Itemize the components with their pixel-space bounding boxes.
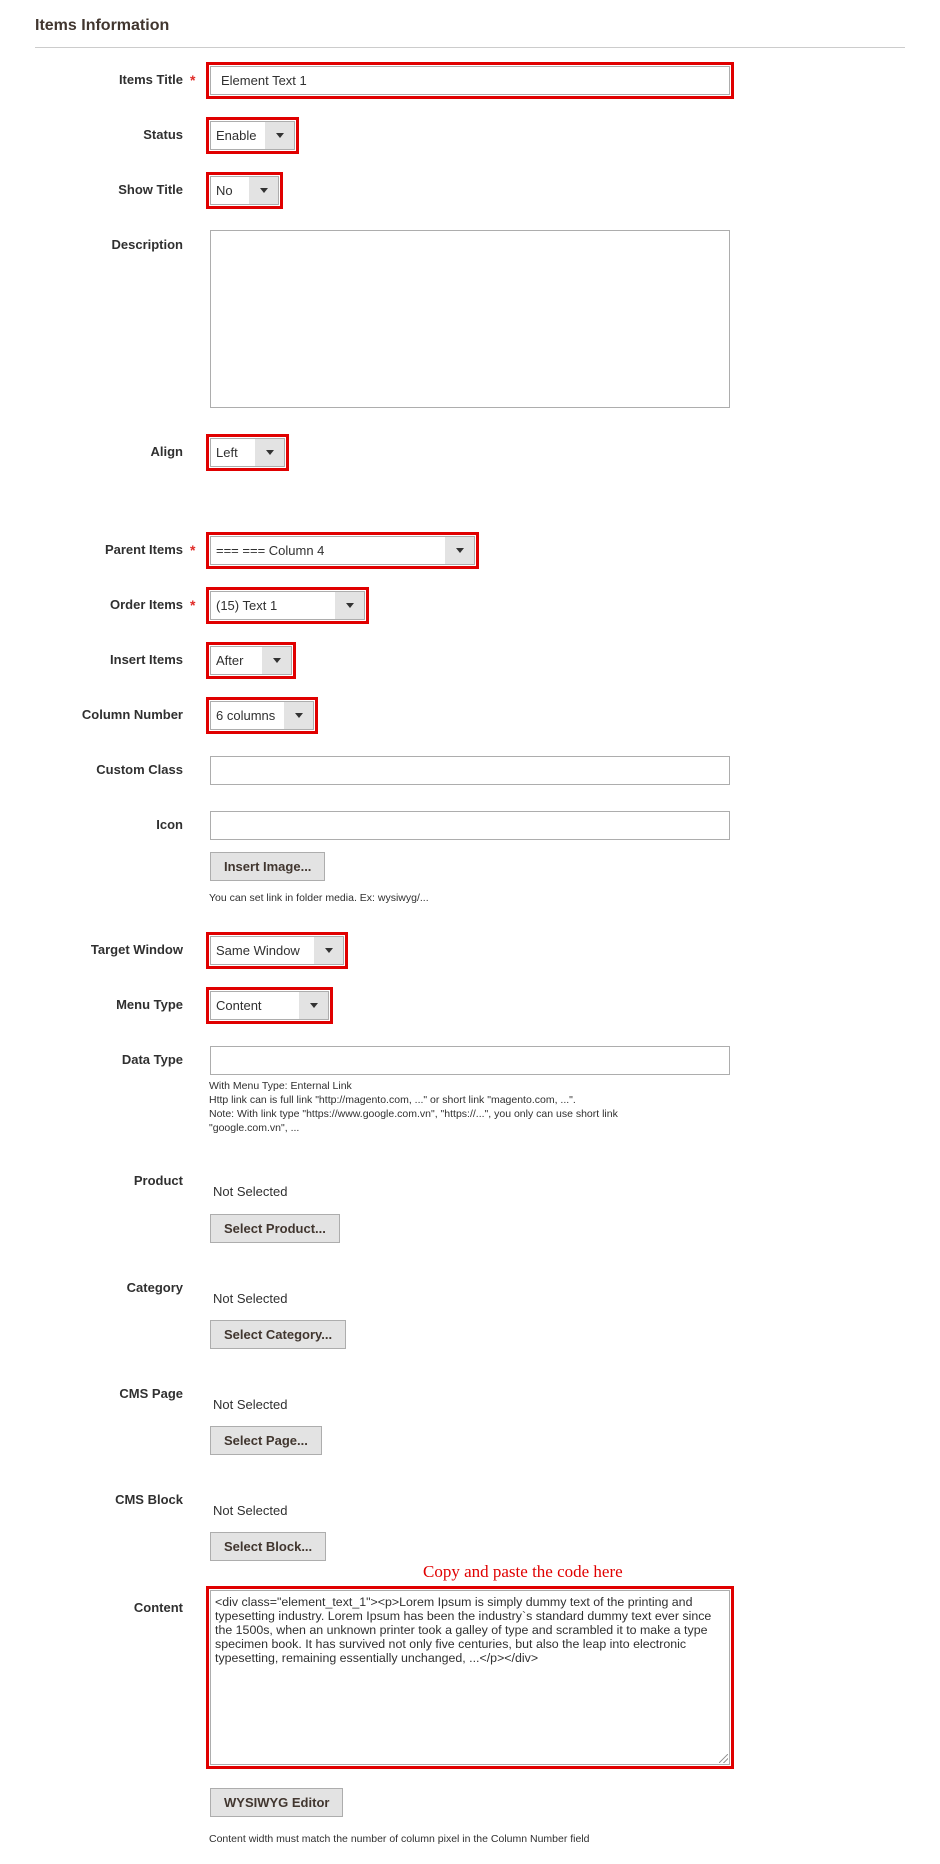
chevron-down-icon (314, 937, 343, 964)
parent-items-label: Parent Items (104, 542, 183, 557)
chevron-down-icon (335, 592, 364, 619)
annotation-text: Copy and paste the code here (423, 1562, 623, 1581)
data-type-help-note (209, 1079, 729, 1135)
parent-items-select[interactable] (210, 536, 475, 565)
help-line: With Menu Type: Enternal Link (209, 1080, 352, 1092)
icon-input[interactable] (210, 811, 730, 840)
icon-label: Icon (156, 817, 183, 832)
required-marker: * (190, 597, 196, 613)
category-label: Category (126, 1280, 183, 1295)
help-line: Note: With link type "https://www.google.com.vn", "https://...", you only can use short link (209, 1108, 618, 1120)
help-line: Http link can is full link "http://magento.com, ..." or short link "magento.com, ...". (209, 1094, 576, 1106)
chevron-down-icon (262, 647, 291, 674)
cms-page-label: CMS Page (119, 1386, 183, 1401)
wysiwyg-editor-button[interactable]: WYSIWYG Editor (210, 1788, 343, 1817)
column-number-label: Column Number (81, 707, 183, 722)
content-code: <div class="element_text_1"><p>Lorem Ipsum is simply dummy text of the printing and typesetting industry. Lorem Ipsum has been the industry`s standard dummy text ever since the 1500s, when an unknown printer took a galley of type and scrambled it to make a type specimen book. It has survived not only five centuries, but also the leap into electronic typesetting, remaining essentially unchanged, ...</p></div> (215, 1595, 712, 1665)
chevron-down-icon (284, 702, 313, 729)
target-window-label: Target Window (90, 942, 183, 957)
chevron-down-icon (249, 177, 278, 204)
menu-type-value: Content (216, 998, 262, 1013)
target-window-value: Same Window (216, 943, 300, 958)
select-category-button[interactable]: Select Category... (210, 1320, 346, 1349)
cms-page-status: Not Selected (213, 1397, 288, 1412)
align-select[interactable] (210, 438, 285, 467)
chevron-down-icon (299, 992, 328, 1019)
select-page-button[interactable]: Select Page... (210, 1426, 322, 1455)
section-title: Items Information (35, 17, 170, 34)
column-number-select[interactable] (210, 701, 314, 730)
custom-class-label: Custom Class (96, 762, 183, 777)
cms-block-label: CMS Block (115, 1492, 183, 1507)
custom-class-input[interactable] (210, 756, 730, 785)
parent-items-value: === === Column 4 (216, 543, 325, 558)
insert-items-value: After (216, 653, 244, 668)
product-status: Not Selected (213, 1184, 288, 1199)
content-textarea[interactable] (210, 1590, 730, 1765)
items-title-input[interactable]: Element Text 1 (210, 66, 730, 95)
icon-help-note: You can set link in folder media. Ex: wysiwyg/... (209, 892, 429, 904)
insert-items-label: Insert Items (110, 652, 183, 667)
section-divider (35, 47, 905, 48)
data-type-input[interactable] (210, 1046, 730, 1075)
items-title-label: Items Title (118, 72, 183, 87)
required-marker: * (190, 542, 196, 558)
order-items-select[interactable] (210, 591, 365, 620)
align-label: Align (150, 444, 183, 459)
select-product-button[interactable]: Select Product... (210, 1214, 340, 1243)
category-status: Not Selected (213, 1291, 288, 1306)
cms-block-status: Not Selected (213, 1503, 288, 1518)
column-number-value: 6 columns (216, 708, 276, 723)
order-items-value: (15) Text 1 (216, 598, 278, 613)
show-title-value: No (216, 183, 233, 198)
status-select[interactable] (210, 121, 295, 150)
status-label: Status (143, 127, 183, 142)
required-marker: * (190, 72, 196, 88)
content-help-note: Content width must match the number of column pixel in the Column Number field (209, 1833, 590, 1845)
product-label: Product (133, 1173, 183, 1188)
order-items-label: Order Items (110, 597, 183, 612)
insert-image-button[interactable]: Insert Image... (210, 852, 325, 881)
select-block-button[interactable]: Select Block... (210, 1532, 326, 1561)
status-value: Enable (216, 128, 257, 143)
show-title-label: Show Title (118, 182, 183, 197)
menu-type-select[interactable] (210, 991, 329, 1020)
description-label: Description (111, 237, 183, 252)
data-type-label: Data Type (121, 1052, 183, 1067)
align-value: Left (216, 445, 238, 460)
description-textarea[interactable] (210, 230, 730, 408)
target-window-select[interactable] (210, 936, 344, 965)
insert-items-select[interactable] (210, 646, 292, 675)
chevron-down-icon (255, 439, 284, 466)
resize-grip-icon[interactable] (719, 1754, 728, 1763)
chevron-down-icon (445, 537, 474, 564)
help-line: "google.com.vn", ... (209, 1122, 300, 1134)
menu-type-label: Menu Type (116, 997, 183, 1012)
chevron-down-icon (265, 122, 294, 149)
content-label: Content (133, 1600, 183, 1615)
show-title-select[interactable] (210, 176, 279, 205)
